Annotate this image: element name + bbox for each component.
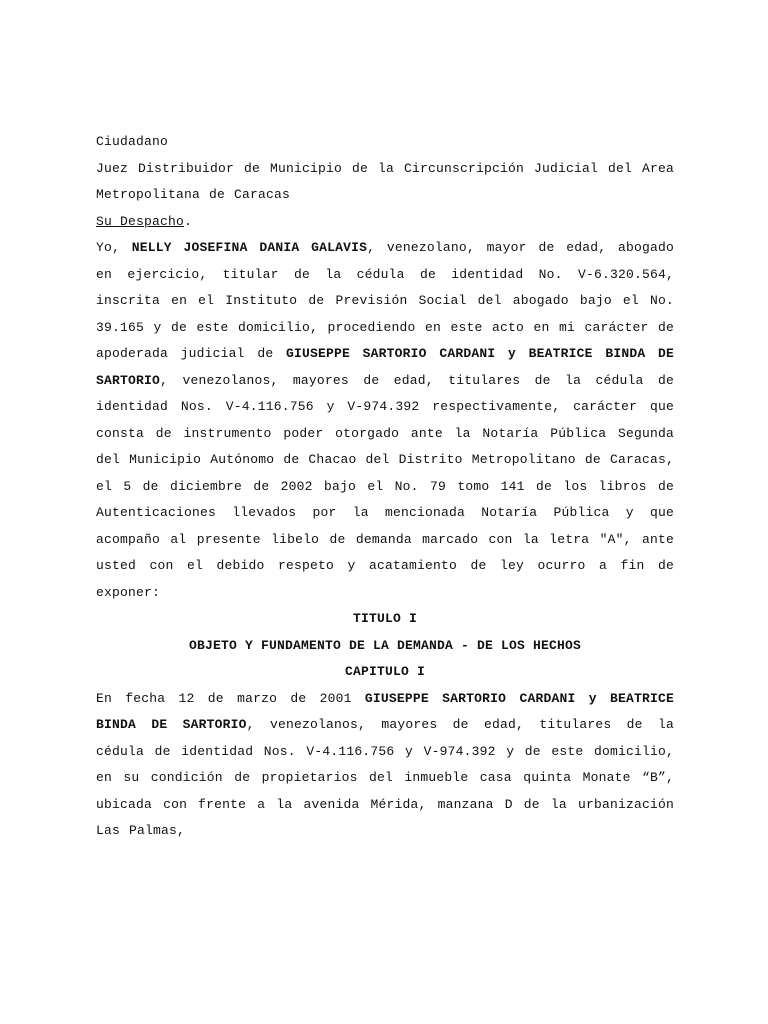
objeto-heading: OBJETO Y FUNDAMENTO DE LA DEMANDA - DE LOS HECHOS — [188, 637, 582, 653]
capitulo-heading: CAPITULO I — [344, 664, 425, 679]
despacho-text: Su Despacho — [96, 213, 185, 229]
chapter-rest: , venezolanos, mayores de edad, titulares de la cédula de identidad Nos. V-4.116.756 y V-974.392 y de este domicilio, en su condición de propietarios del inmueble casa quinta Monate “B”, ubicada con frente a la avenida Mérida, manzana D de la urbanización Las Palmas, — [96, 717, 674, 838]
despacho-period: . — [184, 213, 193, 229]
lawyer-name: NELLY JOSEFINA DANIA GALAVIS — [131, 240, 368, 255]
addressee-despacho — [96, 209, 674, 236]
clients-names: GIUSEPPE SARTORIO CARDANI y BEATRICE BINDA DE SARTORIO — [96, 346, 674, 388]
document-page — [96, 129, 674, 845]
addressee-title: Ciudadano — [96, 134, 169, 149]
intro-end: , venezolanos, mayores de edad, titulares de la cédula de identidad Nos. V-4.116.756 y V-974.392 respectivamente, carácter que consta de instrumento poder otorgado ante la Notaría Pública Segunda del Municipio Autónomo de Chacao del Distrito Metropolitano de Caracas, el 5 de diciembre de 2002 bajo el No. 79 tomo 141 de los libros de Autenticaciones llevados por la mencionada Notaría Pública y que acompaño al presente libelo de demanda marcado con la letra "A", ante usted con el debido respeto y acatamiento de ley ocurro a fin de exponer: — [96, 372, 674, 600]
chapter-paragraph — [96, 686, 674, 845]
chapter-start: En fecha 12 de marzo de 2001 — [96, 690, 365, 706]
intro-start: Yo, — [96, 240, 132, 255]
intro-middle: , venezolano, mayor de edad, abogado en ejercicio, titular de la cédula de identidad No. V-6.320.564, inscrita en el Instituto de Previsión Social del abogado bajo el No. 39.165 y de este domicilio, procediendo en este acto en mi carácter de apoderada judicial de — [96, 240, 674, 361]
titulo-heading: TITULO I — [352, 611, 417, 626]
intro-paragraph — [96, 235, 674, 606]
chapter-names: GIUSEPPE SARTORIO CARDANI y BEATRICE BINDA DE SARTORIO — [96, 690, 674, 732]
addressee-judge: Juez Distribuidor de Municipio de la Circunscripción Judicial del Area Metropolitana de Caracas — [96, 160, 674, 202]
